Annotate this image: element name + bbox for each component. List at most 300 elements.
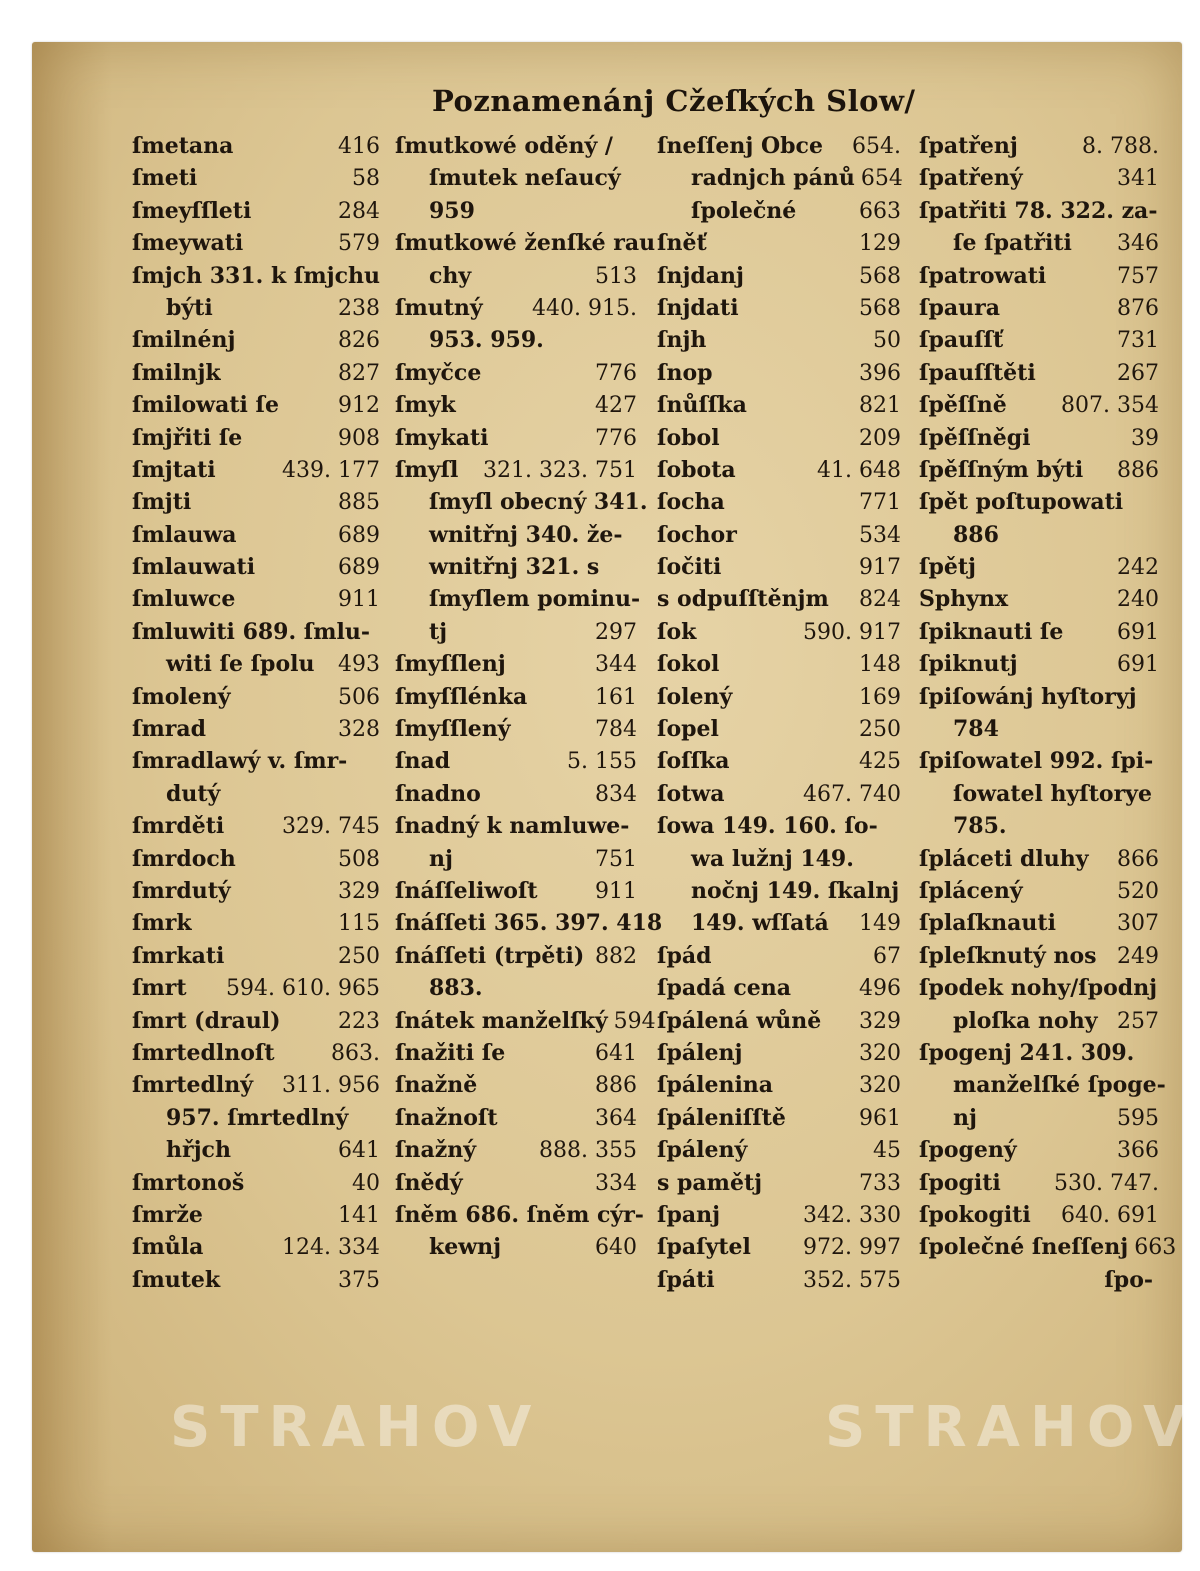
index-entry [132,1037,380,1069]
index-entry [919,1037,1159,1069]
entry-term: ſnop [657,359,713,386]
entry-page-numbers: 886 [1117,457,1159,483]
entry-term: ſmutkowé oděný / [395,133,613,159]
entry-term: ſmilnénj [132,327,236,354]
index-entry [657,1134,901,1166]
index-entry [132,195,380,227]
entry-page-numbers: 329 [338,878,380,904]
index-entry [919,745,1159,777]
index-entry [132,1264,380,1296]
entry-term: nočnj 149. ſkalnj [691,877,900,904]
entry-page-numbers: 876 [1117,295,1159,321]
entry-page-numbers: 440. 915. [532,295,637,321]
index-entry [132,940,380,972]
index-entry [919,1199,1159,1231]
entry-term: dutý [166,780,221,807]
entry-term: wa lužnj 149. [691,845,854,872]
entry-page-numbers: 209 [859,425,901,451]
index-entry [395,1005,656,1037]
entry-term: ſpatřiti 78. 322. za- [919,197,1158,224]
entry-page-numbers: 307 [1117,911,1159,937]
entry-term: ſpálený [657,1137,748,1164]
index-entry [657,227,901,259]
watermark-left: STRAHOV [170,1395,542,1460]
index-entry [657,422,901,454]
entry-term: ſpálená wůně [657,1007,822,1034]
entry-term: ſmjch 331. k ſmjchu [132,262,380,289]
index-entry [395,745,637,777]
index-entry [657,389,901,421]
entry-page-numbers: 267 [1117,360,1159,386]
entry-term: ſnáſſeti (trpěti) [395,942,585,969]
index-entry [395,1037,637,1069]
entry-term: 959 [429,197,475,224]
entry-page-numbers: 240 [1117,587,1159,613]
entry-term: ſplácený [919,877,1023,904]
entry-page-numbers: 594. 610. 965 [226,976,380,1002]
index-entry [395,1199,644,1231]
entry-term: 886 [953,521,999,548]
entry-term: ſobol [657,424,720,451]
entry-term: ſmrt [132,975,187,1002]
index-entry [132,389,380,421]
index-entry [657,486,901,518]
entry-term: ſmetana [132,133,234,159]
index-entry [132,810,380,842]
index-entry [657,1199,901,1231]
index-entry [395,292,637,324]
index-entry [919,1167,1159,1199]
index-entry [657,583,901,615]
entry-term: ſowa 149. 160. ſo- [657,813,878,840]
entry-page-numbers: 149 [859,911,901,937]
index-entry [132,583,380,615]
entry-term: ſnad [395,748,451,775]
index-entry [919,195,1159,227]
index-entry [919,1231,1177,1263]
entry-page-numbers: 579 [338,231,380,257]
index-entry [132,648,380,680]
entry-page-numbers: 663 [859,198,901,224]
entry-page-numbers: 568 [859,295,901,321]
entry-page-numbers: 886 [595,1073,637,1099]
index-entry [132,1102,380,1134]
index-entry [919,162,1159,194]
entry-term: ſmutný [395,294,483,321]
index-entry [395,324,637,356]
index-entry [132,324,380,356]
page-title: Poznamenánj Cžeſkých Slow/ [432,84,916,118]
index-entry [919,454,1159,486]
entry-page-numbers: 757 [1117,263,1159,289]
entry-term: ſpěſſně [919,392,1007,419]
entry-term: ſnadno [395,780,481,807]
index-entry [132,292,380,324]
entry-page-numbers: 917 [859,555,901,581]
index-entry [395,454,637,486]
entry-page-numbers: 366 [1117,1138,1159,1164]
index-entry [657,324,901,356]
index-entry [395,713,637,745]
entry-term: ſpauſſť [919,327,1004,354]
index-entry [657,1231,901,1263]
index-column-1 [132,130,380,1296]
entry-page-numbers: 689 [338,522,380,548]
index-entry [132,843,380,875]
entry-page-numbers: 375 [338,1267,380,1293]
entry-term: ſpodek nohy/ſpodnj [919,975,1158,1002]
entry-page-numbers: 311. 956 [282,1073,380,1099]
entry-page-numbers: 329 [859,1008,901,1034]
entry-page-numbers: 776 [595,425,637,451]
entry-page-numbers: 8. 788. [1082,134,1159,159]
entry-term: ſpěſſným býti [919,456,1084,483]
entry-term: kewnj [429,1234,502,1261]
entry-term: ſnažně [395,1072,478,1099]
entry-page-numbers: 352. 575 [803,1267,901,1293]
entry-term: 149. wſſatá [691,910,829,937]
index-entry [132,907,380,939]
entry-term: Sphynx [919,586,1009,613]
entry-term: 784 [953,716,999,743]
index-entry [132,1167,380,1199]
index-entry [132,162,380,194]
index-entry [395,648,637,680]
entry-page-numbers: 654. [852,134,901,159]
entry-term: ſpět poſtupowati [919,489,1124,516]
entry-page-numbers: 50 [873,328,901,354]
entry-page-numbers: 334 [595,1170,637,1196]
entry-page-numbers: 530. 747. [1054,1170,1159,1196]
index-entry [395,1102,637,1134]
entry-page-numbers: 595 [1117,1105,1159,1131]
index-entry [919,583,1159,615]
entry-term: ſnažnoſt [395,1104,498,1131]
entry-term: witi ſe ſpolu [166,651,315,678]
watermark-right: STRAHOV [825,1395,1197,1460]
index-entry [395,583,641,615]
entry-page-numbers: 320 [859,1040,901,1066]
index-entry [657,875,901,907]
index-entry [395,486,648,518]
entry-page-numbers: 663 [1134,1235,1177,1261]
manuscript-page [32,42,1182,1552]
index-entry [395,227,656,259]
entry-page-numbers: 506 [338,684,380,710]
entry-term: ſpaſytel [657,1234,751,1261]
index-entry [657,745,901,777]
entry-term: ſmrže [132,1201,203,1228]
index-column-4 [919,130,1177,1296]
index-entry [395,778,637,810]
index-entry [919,778,1159,810]
entry-term: ſmjřiti ſe [132,424,243,451]
entry-page-numbers: 640 [595,1235,637,1261]
entry-term: nj [953,1104,977,1131]
entry-term: chy [429,262,472,289]
index-column-3 [657,130,901,1296]
entry-term: 883. [429,975,483,1002]
index-entry [395,1231,637,1263]
index-entry [919,519,1159,551]
index-entry [395,162,637,194]
entry-term: s odpuſſtěnjm [657,586,829,613]
index-entry [657,195,901,227]
entry-term: ſmjti [132,489,192,516]
entry-page-numbers: 691 [1117,619,1159,645]
entry-term: ſnáſſeti 365. 397. 418 [395,910,663,937]
entry-term: ſmyſl obecný 341. [429,489,648,516]
index-entry [132,1069,380,1101]
index-entry [657,1167,901,1199]
entry-term: ſmutek neſaucý [429,165,621,192]
entry-page-numbers: 39 [1131,425,1159,451]
entry-term: ſpolečné [691,197,797,224]
index-column-2 [395,130,663,1264]
entry-term: ſpogiti [919,1169,1001,1196]
entry-term: ſpětj [919,554,976,581]
entry-term: ſmrdoch [132,845,236,872]
entry-page-numbers: 129 [859,231,901,257]
entry-term: 953. 959. [429,327,544,354]
index-entry [132,422,380,454]
index-entry [132,681,380,713]
entry-term: ſnadný k namluwe- [395,813,630,840]
index-entry [395,1167,637,1199]
entry-term: ſpiknutj [919,651,1018,678]
entry-page-numbers: 169 [859,684,901,710]
index-entry [657,681,901,713]
entry-term: ſpogený [919,1137,1017,1164]
entry-page-numbers: 141 [338,1202,380,1228]
index-entry [395,616,637,648]
entry-term: ſmyſlem pominu- [429,586,641,613]
index-entry [919,1264,1159,1296]
entry-term: ſmrk [132,910,192,937]
entry-page-numbers: 341 [1117,166,1159,192]
entry-term: ſokol [657,651,720,678]
index-entry [132,1005,380,1037]
entry-page-numbers: 242 [1117,555,1159,581]
entry-term: ſpěſſněgi [919,424,1031,451]
entry-page-numbers: 148 [859,652,901,678]
index-entry [657,1037,901,1069]
index-entry [395,519,637,551]
index-entry [919,1102,1159,1134]
entry-page-numbers: 508 [338,846,380,872]
entry-term: ſpiknauti ſe [919,618,1064,645]
entry-term: ſok [657,618,697,645]
index-entry [395,422,637,454]
index-entry [657,454,901,486]
entry-page-numbers: 321. 323. 751 [483,457,637,483]
entry-page-numbers: 238 [338,295,380,321]
entry-term: tj [429,618,448,645]
entry-term: ſnažiti ſe [395,1039,506,1066]
index-entry [132,875,380,907]
entry-page-numbers: 908 [338,425,380,451]
index-entry [657,519,901,551]
index-entry [919,486,1159,518]
entry-term: ſmrtonoš [132,1169,245,1196]
entry-page-numbers: 329. 745 [282,814,380,840]
entry-term: ſpáti [657,1266,715,1293]
entry-page-numbers: 364 [595,1105,637,1131]
index-entry [132,713,380,745]
entry-page-numbers: 733 [859,1170,901,1196]
entry-term: ſpiſowánj hyſtoryj [919,683,1137,710]
index-entry [657,778,901,810]
entry-term: ſpanj [657,1201,721,1228]
entry-term: ſmůla [132,1234,204,1261]
index-entry [919,1134,1159,1166]
index-entry [395,357,637,389]
entry-term: ſpleſknutý nos [919,942,1097,969]
entry-page-numbers: 911 [338,587,380,613]
entry-term: ſnjdanj [657,262,745,289]
entry-page-numbers: 784 [595,717,637,743]
index-entry [132,1231,380,1263]
entry-page-numbers: 826 [338,328,380,354]
entry-page-numbers: 284 [338,198,380,224]
index-entry [395,130,637,162]
entry-term: ſplaſknauti [919,910,1056,937]
entry-term: ploſka nohy [953,1007,1098,1034]
entry-term: ſnjdati [657,294,739,321]
entry-term: ſmyk [395,392,456,419]
entry-page-numbers: 58 [352,166,380,192]
entry-term: ſmolený [132,683,231,710]
entry-term: 957. ſmrtedlný [166,1104,349,1131]
entry-term: ſmluwiti 689. ſmlu- [132,618,371,645]
entry-term: ſobota [657,456,736,483]
entry-page-numbers: 45 [873,1138,901,1164]
index-entry [919,972,1159,1004]
entry-term: ſpo- [1104,1266,1153,1293]
entry-term: ſněm 686. ſněm cýr- [395,1201,644,1228]
index-entry [919,616,1159,648]
index-entry [919,907,1159,939]
entry-term: ſpogenj 241. 309. [919,1039,1135,1066]
entry-page-numbers: 824 [859,587,901,613]
index-entry [132,130,380,162]
entry-term: hřjch [166,1137,231,1164]
entry-term: ſmutek [132,1266,221,1293]
index-entry [132,972,380,1004]
entry-term: ſmradlawý v. ſmr- [132,748,348,775]
entry-page-numbers: 40 [352,1170,380,1196]
entry-page-numbers: 771 [859,490,901,516]
entry-term: ſmyſl [395,456,459,483]
entry-term: ſpauſſtěti [919,359,1036,386]
index-entry [395,843,637,875]
index-entry [657,1005,901,1037]
entry-term: ſpatřenj [919,133,1018,159]
index-entry [919,227,1159,259]
entry-term: ſnůſſka [657,392,747,419]
entry-page-numbers: 863. [331,1040,380,1066]
index-entry [919,648,1159,680]
index-entry [132,357,380,389]
index-entry [657,713,901,745]
index-entry [132,1134,380,1166]
entry-term: ſmilowati ſe [132,392,279,419]
entry-term: ſmrděti [132,813,225,840]
index-entry [395,875,637,907]
index-entry [657,616,901,648]
entry-term: s pamětj [657,1169,763,1196]
entry-page-numbers: 427 [595,393,637,419]
entry-page-numbers: 640. 691 [1061,1202,1159,1228]
entry-term: ſmrt (draul) [132,1007,281,1034]
entry-page-numbers: 161 [595,684,637,710]
index-entry [919,422,1159,454]
entry-page-numbers: 320 [859,1073,901,1099]
index-entry [657,907,901,939]
entry-term: ſmykati [395,424,489,451]
index-entry [919,810,1159,842]
index-entry [919,389,1159,421]
entry-page-numbers: 249 [1117,943,1159,969]
index-entry [919,1069,1166,1101]
index-entry [657,1102,901,1134]
entry-term: ſmrkati [132,942,225,969]
entry-term: ſe ſpatřiti [953,230,1072,257]
entry-term: ſmjtati [132,456,216,483]
entry-page-numbers: 911 [595,878,637,904]
index-entry [657,843,901,875]
entry-page-numbers: 866 [1117,846,1159,872]
index-entry [657,130,901,162]
entry-page-numbers: 124. 334 [282,1235,380,1261]
entry-page-numbers: 888. 355 [539,1138,637,1164]
index-entry [132,486,380,518]
entry-term: ſmutkowé ženſké rau [395,230,656,257]
entry-page-numbers: 961 [859,1105,901,1131]
entry-page-numbers: 834 [595,781,637,807]
entry-page-numbers: 41. 648 [817,457,901,483]
index-entry [132,1199,380,1231]
entry-page-numbers: 691 [1117,652,1159,678]
index-entry [395,260,637,292]
index-entry [395,681,637,713]
index-entry [657,357,901,389]
entry-page-numbers: 425 [859,749,901,775]
index-entry [132,519,380,551]
entry-term: ſmrad [132,716,206,743]
entry-term: nj [429,845,453,872]
entry-term: ſmlauwati [132,554,256,581]
entry-term: ſowatel hyſtorye [953,780,1152,807]
entry-term: ſočiti [657,554,722,581]
entry-term: ſocha [657,489,725,516]
index-entry [919,130,1159,162]
entry-term: ſnědý [395,1169,463,1196]
entry-term: ſmyſſlénka [395,683,528,710]
index-entry [657,648,901,680]
entry-page-numbers: 297 [595,619,637,645]
index-entry [919,875,1159,907]
entry-term: ſolený [657,683,733,710]
index-entry [395,907,663,939]
entry-term: ſmrdutý [132,877,231,904]
entry-page-numbers: 731 [1117,328,1159,354]
entry-page-numbers: 257 [1117,1008,1159,1034]
index-entry [919,681,1159,713]
index-entry [919,940,1159,972]
entry-term: ſmyſſlený [395,716,511,743]
index-entry [132,227,380,259]
